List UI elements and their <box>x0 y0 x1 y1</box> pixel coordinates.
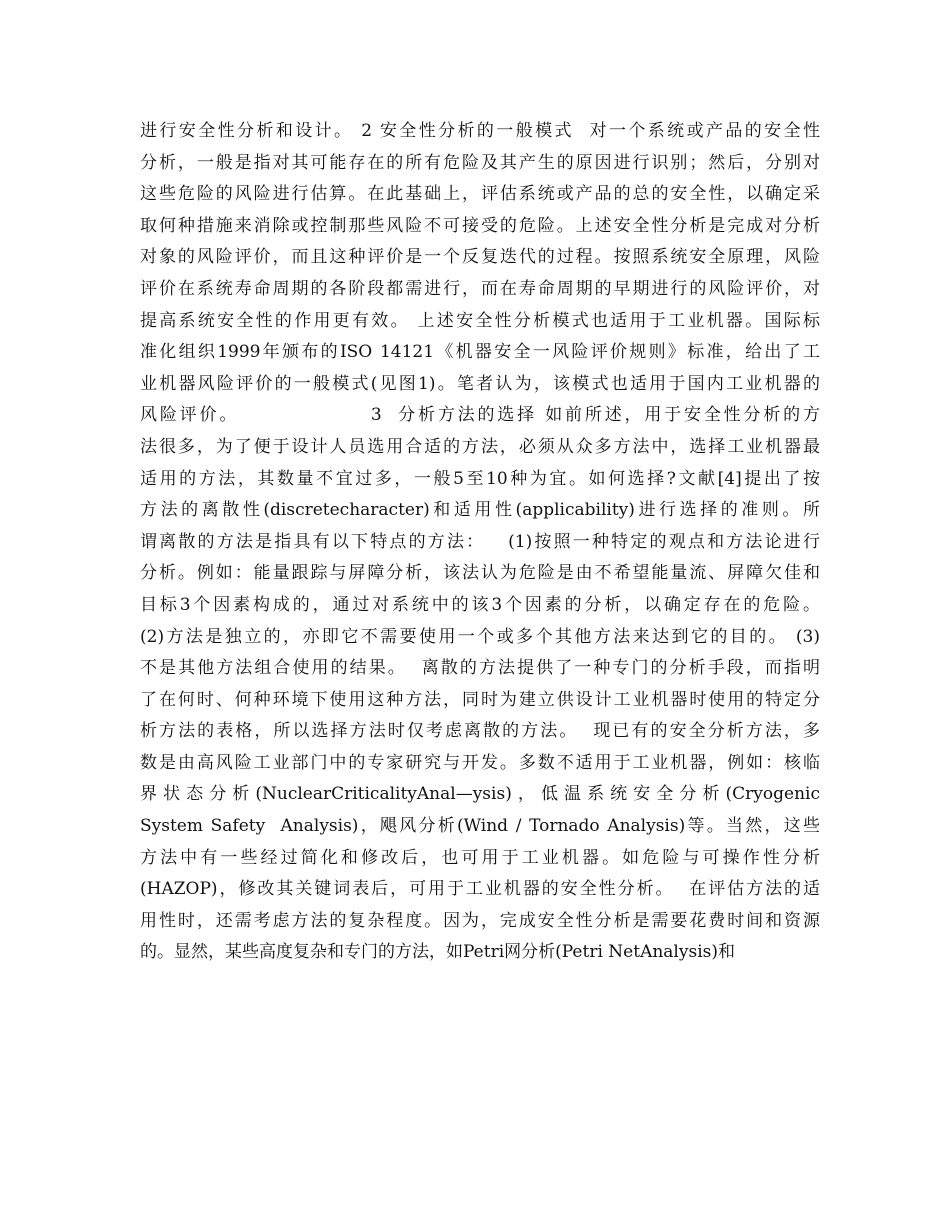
text-line: 谓离散的方法是指具有以下特点的方法： (1)按照一种特定的观点和方法论进行 <box>140 531 820 552</box>
text-line: 业机器风险评价的一般模式(见图1)。笔者认为，该模式也适用于国内工业机器的 <box>140 373 820 394</box>
text-line: 的。显然，某些高度复杂和专门的方法，如Petri网分析(Petri NetAnalysis)和 <box>140 942 735 963</box>
body-text <box>140 116 820 969</box>
text-line: 分析，一般是指对其可能存在的所有危险及其产生的原因进行识别；然后，分别对 <box>140 152 820 173</box>
text-line: 风险评价。 3 分析方法的选择 如前所述，用于安全性分析的方 <box>140 405 820 426</box>
text-line: 方法中有一些经过简化和修改后，也可用于工业机器。如危险与可操作性分析 <box>140 847 820 868</box>
text-line: 析方法的表格，所以选择方法时仅考虑离散的方法。 现已有的安全分析方法，多 <box>140 721 820 742</box>
text-line: 了在何时、何种环境下使用这种方法，同时为建立供设计工业机器时使用的特定分 <box>140 689 820 710</box>
text-line: 数是由高风险工业部门中的专家研究与开发。多数不适用于工业机器，例如：核临 <box>140 752 820 773</box>
text-line: 评价在系统寿命周期的各阶段都需进行，而在寿命周期的早期进行的风险评价，对 <box>140 278 820 299</box>
text-line: 适用的方法，其数量不宜过多，一般5至10种为宜。如何选择?文献[4]提出了按 <box>140 468 820 489</box>
text-line: 法很多，为了便于设计人员选用合适的方法，必须从众多方法中，选择工业机器最 <box>140 436 820 457</box>
text-line: System Safety Analysis)，飓风分析(Wind / Tornado Analysis)等。当然，这些 <box>140 816 820 837</box>
text-line: (2)方法是独立的，亦即它不需要使用一个或多个其他方法来达到它的目的。 (3) <box>140 626 820 647</box>
text-line: 取何种措施来消除或控制那些风险不可接受的危险。上述安全性分析是完成对分析 <box>140 215 820 236</box>
text-line: 方法的离散性(discretecharacter)和适用性(applicability)进行选择的准则。所 <box>140 500 820 521</box>
text-line: 目标3个因素构成的，通过对系统中的该3个因素的分析，以确定存在的危险。 <box>140 594 820 615</box>
text-line: 进行安全性分析和设计。 2 安全性分析的一般模式 对一个系统或产品的安全性 <box>140 121 820 141</box>
text-line: 准化组织1999年颁布的ISO 14121《机器安全一风险评价规则》标准，给出了工 <box>140 342 820 363</box>
text-line: 界状态分析(NuclearCriticalityAnal—ysis)，低温系统安全分析(Cryogenic <box>140 784 820 805</box>
text-line: 提高系统安全性的作用更有效。 上述安全性分析模式也适用于工业机器。国际标 <box>140 310 820 331</box>
text-line: 不是其他方法组合使用的结果。 离散的方法提供了一种专门的分析手段，而指明 <box>140 658 820 679</box>
text-line: (HAZOP)，修改其关键词表后，可用于工业机器的安全性分析。 在评估方法的适 <box>140 879 820 900</box>
text-line: 分析。例如：能量跟踪与屏障分析，该法认为危险是由不希望能量流、屏障欠佳和 <box>140 563 820 584</box>
text-line: 用性时，还需考虑方法的复杂程度。因为，完成安全性分析是需要花费时间和资源 <box>140 910 820 931</box>
text-line: 对象的风险评价，而且这种评价是一个反复迭代的过程。按照系统安全原理，风险 <box>140 247 820 268</box>
text-line: 这些危险的风险进行估算。在此基础上，评估系统或产品的总的安全性，以确定采 <box>140 184 820 205</box>
